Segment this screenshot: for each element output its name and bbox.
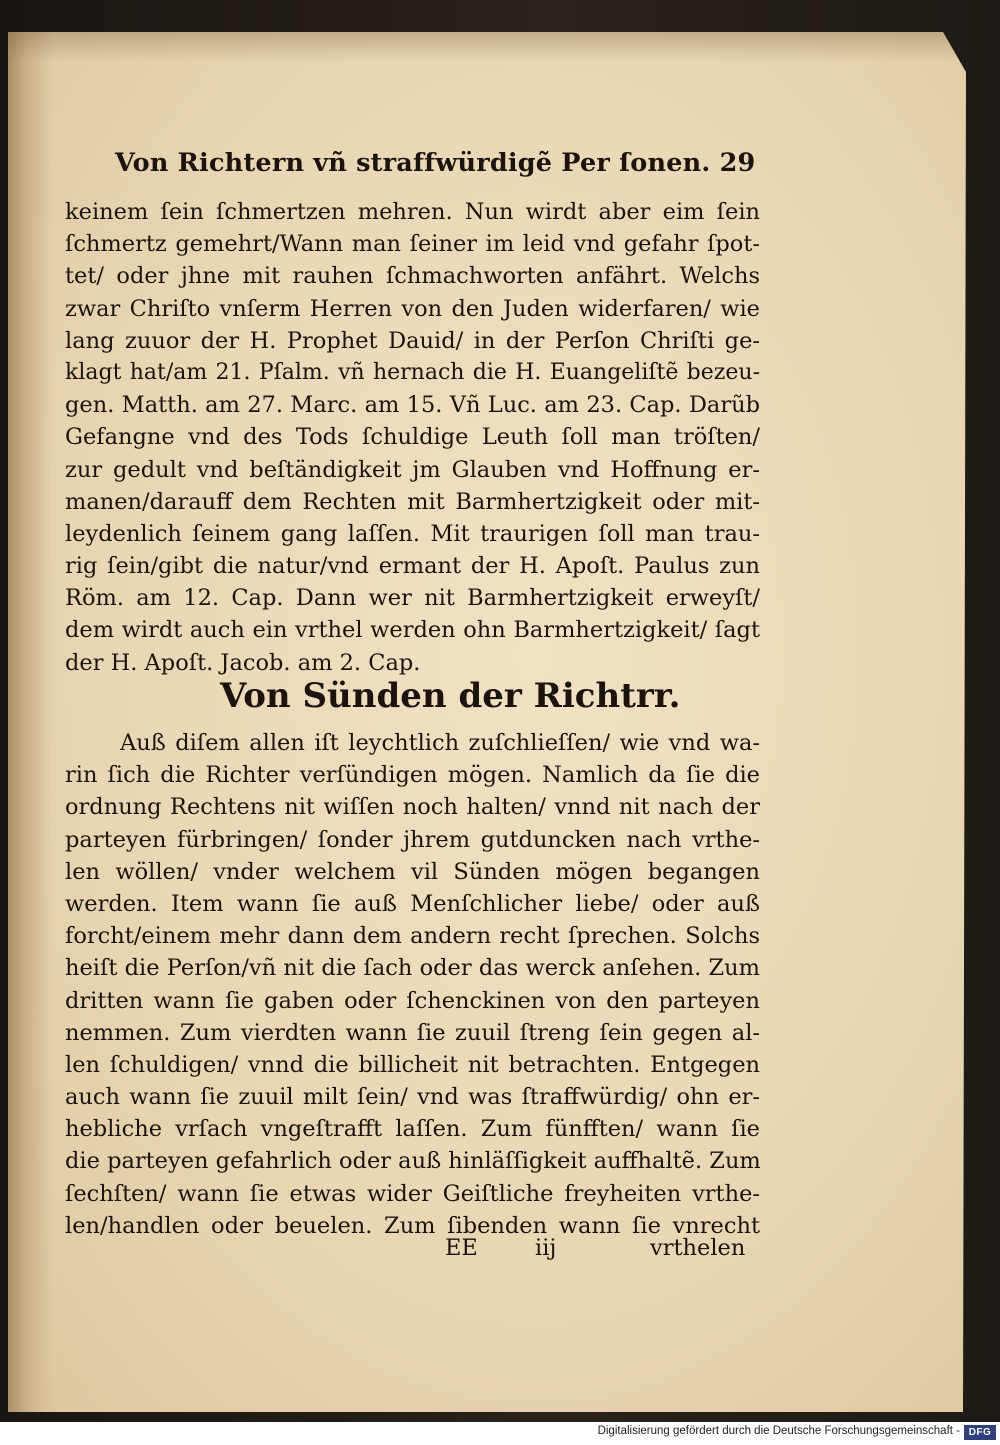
text-line: len ſchuldigen/ vnnd die billicheit nit betrachten. Entgegen [65,1051,760,1078]
text-line: heiſt die Perſon/vñ nit die ſach oder das werck anſehen. Zum [65,955,760,982]
text-line: nemmen. Zum vierdten wann ſie zuuil ſtreng ſein gegen al- [65,1019,760,1046]
text-line: ſchmertz gemehrt/Wann man ſeiner im leid vnd gefahr ſpot- [65,231,760,258]
text-line: zwar Chriſto vnſerm Herren von den Juden widerfaren/ wie [65,295,760,322]
text-line: leydenlich ſeinem gang laſſen. Mit traurigen ſoll man trau- [65,520,760,547]
paragraph-1 [65,196,760,679]
page-top-shadow [8,32,966,62]
text-line: gen. Matth. am 27. Marc. am 15. Vñ Luc. am 23. Cap. Darũb [65,392,760,419]
text-line: forcht/einem mehr dann dem andern recht ſprechen. Solchs [65,923,760,950]
text-line: parteyen fürbringen/ ſonder jhrem gutduncken nach vrthe- [65,826,760,853]
text-line: rin ſich die Richter verſündigen mögen. Namlich da ſie die [65,762,760,789]
signature-mark: EE [445,1235,478,1261]
text-line: hebliche vrſach vngeſtrafft laſſen. Zum fünfften/ wann ſie [65,1116,760,1143]
text-line: dem wirdt auch ein vrthel werden ohn Barmhertzigkeit/ ſagt [65,617,760,644]
text-line: keinem ſein ſchmertzen mehren. Nun wirdt aber eim ſein [65,199,760,225]
text-line: Gefangne vnd des Tods ſchuldige Leuth ſoll man tröſten/ [65,424,760,451]
text-line: zur gedult vnd beſtändigkeit jm Glauben vnd Hoffnung er- [65,456,760,483]
text-line: len wöllen/ vnder welchem vil Sünden mögen begangen [65,858,760,885]
text-line: len/handlen oder beuelen. Zum ſibenden wann ſie vnrecht [65,1212,760,1239]
funding-credit: Digitalisierung gefördert durch die Deutsche Forschungsgemeinschaft - [597,1425,960,1437]
text-line: rig ſein/gibt die natur/vnd ermant der H. Apoſt. Paulus zun [65,553,760,580]
text-line: manen/darauff dem Rechten mit Barmhertzigkeit oder mit- [65,488,760,515]
dfg-logo-icon: DFG [964,1425,996,1440]
footer-bar [0,1422,1000,1445]
signature-line [440,1235,760,1267]
text-line: werden. Item wann ſie auß Menſchlicher liebe/ oder auß [65,890,760,917]
paragraph-2 [65,727,760,1242]
text-line: tet/ oder jhne mit rauhen ſchmachworten anfährt. Welchs [65,263,760,290]
text-line: die parteyen gefahrlich oder auß hinläſſigkeit auffhaltẽ. Zum [65,1148,761,1175]
text-line: klagt hat/am 21. Pſalm. vñ hernach die H. Euangeliſtẽ bezeu- [65,359,760,385]
text-line: lang zuuor der H. Prophet Dauid/ in der Perſon Chriſti ge- [65,327,760,354]
text-line: ſechſten/ wann ſie etwas wider Geiſtliche freyheiten vrthe- [65,1180,760,1207]
page-gutter-shadow [8,32,53,1412]
text-line: ordnung Rechtens nit wiſſen noch halten/ vnnd nit nach der [65,794,760,821]
running-head: Von Richtern vñ straffwürdigẽ Per ſonen. 29 [115,148,756,178]
text-line: Auß diſem allen iſt leychtlich zuſchlieſſen/ wie vnd wa- [120,730,760,756]
text-line: der H. Apoſt. Jacob. am 2. Cap. [65,649,421,676]
text-line: auch wann ſie zuuil milt ſein/ vnd was ſtraffwürdig/ ohn er- [65,1084,760,1111]
section-heading: Von Sünden der Richtrr. [220,676,681,716]
text-line: Röm. am 12. Cap. Dann wer nit Barmhertzigkeit erweyſt/ [65,585,760,612]
text-line: dritten wann ſie gaben oder ſchenckinen von den parteyen [65,987,760,1014]
catchword: vrthelen [650,1235,746,1261]
signature-number: iij [535,1235,557,1261]
